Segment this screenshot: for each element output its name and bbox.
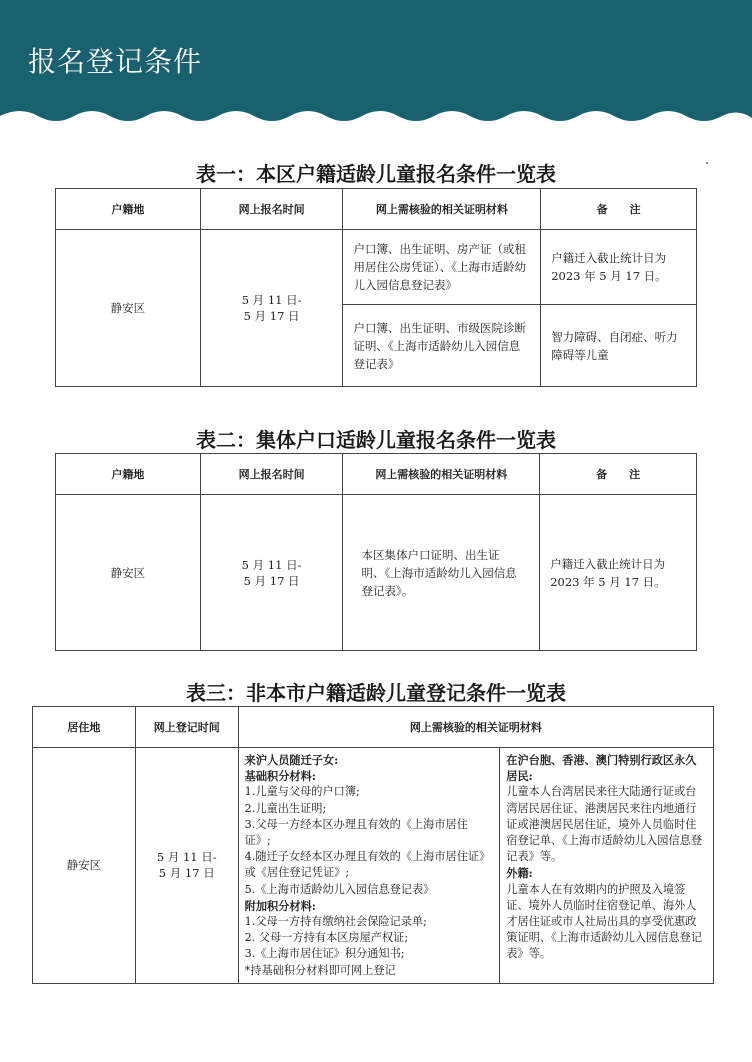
list-item: 2. 父母一方持有本区房屋产权证;: [244, 931, 409, 945]
table-row: [56, 495, 697, 651]
list-item: 5.《上海市适龄幼儿入园信息登记表》: [244, 882, 435, 896]
table1-row1-materials: 户口簿、出生证明、房产证（或租用居住公房凭证）、《上海市适龄幼儿入园信息登记表》: [343, 230, 541, 305]
table3-title: 表三：非本市户籍适龄儿童登记条件一览表: [186, 681, 566, 705]
table3: [32, 706, 714, 984]
table2-time-start: 5 月 11 日-: [241, 557, 302, 572]
table2-header-note: 备 注: [540, 454, 697, 495]
table-row: [33, 748, 714, 984]
table3-extra-heading: 附加积分材料:: [244, 898, 316, 913]
table2: [55, 453, 697, 651]
table3-right-text2: 儿童本人在有效期内的护照及入境签证、境外人员临时住宿登记单、海外人才居住证或市人社局出具的享受优惠政策证明、《上海市适龄幼儿入园信息登记表》等。: [506, 882, 703, 961]
table3-right-text1: 儿童本人台湾居民来往大陆通行证或台湾居民居住证、港澳居民来往内地通行证或港澳居民居住证，境外人员临时住宿登记单、《上海市适龄幼儿入园信息登记表》等。: [506, 785, 703, 864]
table1-district: 静安区: [56, 230, 201, 387]
table1: [55, 188, 697, 387]
table3-time: [135, 748, 238, 984]
table-row: [56, 230, 697, 305]
stray-dot: [706, 162, 708, 164]
table3-header-residence: 居住地: [33, 707, 136, 748]
header-banner: [0, 0, 752, 135]
table3-header-row: [33, 707, 714, 748]
table3-right-materials: [500, 748, 714, 984]
table3-left-heading: 来沪人员随迁子女:: [244, 753, 339, 767]
table2-header-hukou: 户籍地: [56, 454, 201, 495]
table3-header-time: 网上登记时间: [135, 707, 238, 748]
table3-basic-heading: 基础积分材料:: [244, 769, 316, 784]
page-title: 报名登记条件: [28, 45, 203, 78]
table1-row2-materials: 户口簿、出生证明、市级医院诊断证明、《上海市适龄幼儿入园信息登记表》: [343, 305, 541, 387]
list-item: *持基础积分材料即可网上登记: [244, 963, 396, 977]
list-item: 3.《上海市居住证》积分通知书;: [244, 947, 405, 961]
table2-header-row: [56, 454, 697, 495]
table3-time-end: 5 月 17 日: [158, 866, 215, 881]
list-item: 2.儿童出生证明;: [244, 801, 327, 815]
table2-title: 表二：集体户口适龄儿童报名条件一览表: [196, 428, 556, 452]
table2-note: 户籍迁入截止统计日为2023 年 5 月 17 日。: [540, 495, 697, 651]
table2-time-end: 5 月 17 日: [243, 573, 300, 588]
table3-right-heading: 在沪台胞、香港、澳门特别行政区永久居民:: [506, 753, 697, 784]
list-item: 1.儿童与父母的户口簿;: [244, 785, 360, 799]
table1-header-hukou: 户籍地: [56, 189, 201, 230]
table2-header-time: 网上报名时间: [200, 454, 343, 495]
table2-header-materials: 网上需核验的相关证明材料: [343, 454, 540, 495]
table3-header-materials: 网上需核验的相关证明材料: [238, 707, 713, 748]
table1-row1-note: 户籍迁入截止统计日为2023 年 5 月 17 日。: [541, 230, 697, 305]
list-item: 4.随迁子女经本区办理且有效的《上海市居住证》或《居住登记凭证》;: [244, 850, 491, 880]
table1-time-end: 5 月 17 日: [243, 309, 300, 323]
table3-time-start: 5 月 11 日-: [156, 850, 217, 865]
table1-header-time: 网上报名时间: [200, 189, 343, 230]
table1-time: [200, 230, 343, 387]
table3-left-materials: [238, 748, 500, 984]
table1-title: 表一：本区户籍适龄儿童报名条件一览表: [196, 162, 556, 186]
table3-district: 静安区: [33, 748, 136, 984]
table1-time-start: 5 月 11 日-: [241, 293, 302, 307]
table3-foreign-heading: 外籍:: [506, 866, 533, 881]
list-item: 3.父母一方经本区办理且有效的《上海市居住证》;: [244, 817, 468, 848]
table1-header-materials: 网上需核验的相关证明材料: [343, 189, 541, 230]
table1-header-note: 备 注: [541, 189, 697, 230]
table2-district: 静安区: [56, 495, 201, 651]
table2-time: [200, 495, 343, 651]
table1-header-row: [56, 189, 697, 230]
list-item: 1.父母一方持有缴纳社会保险记录单;: [244, 915, 427, 929]
table1-row2-note: 智力障碍、自闭症、听力障碍等儿童: [541, 305, 697, 387]
table2-materials: 本区集体户口证明、出生证明、《上海市适龄幼儿入园信息登记表》。: [343, 495, 540, 651]
